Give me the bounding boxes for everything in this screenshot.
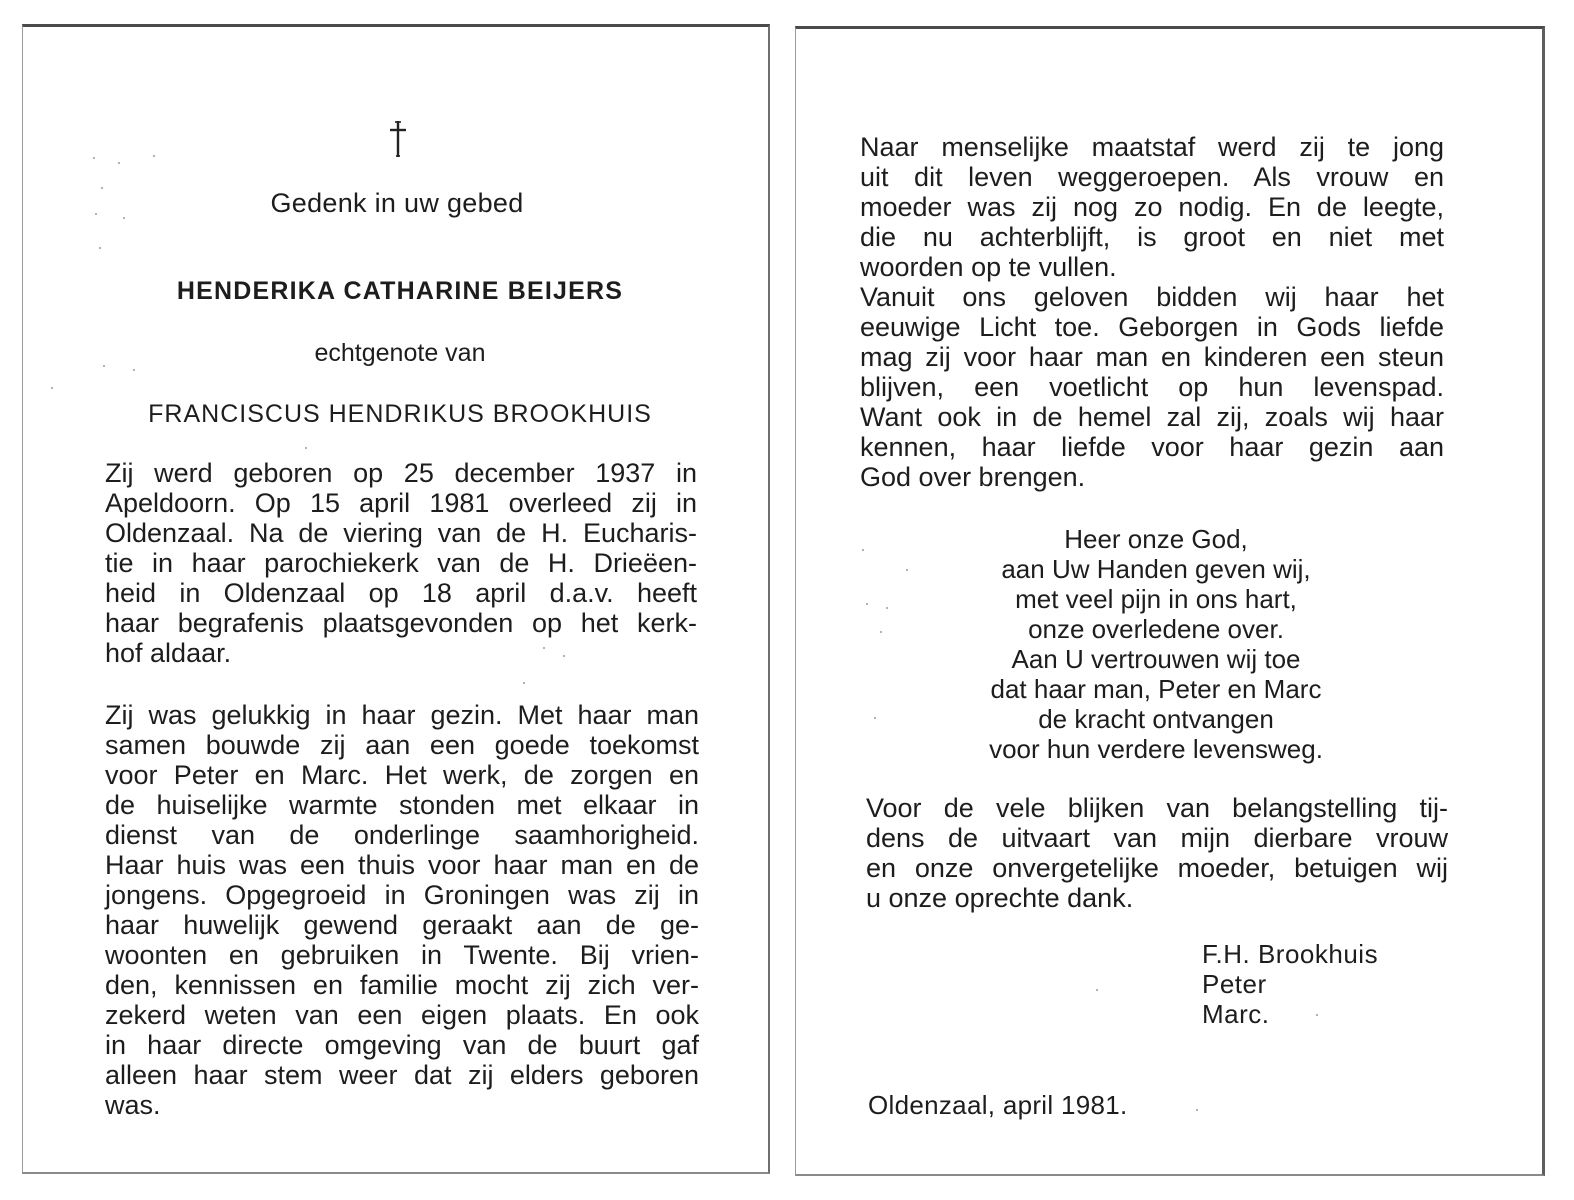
spouse-name: FRANCISCUS HENDRIKUS BROOKHUIS — [148, 400, 652, 428]
prayer-line: Aan U vertrouwen wij toe — [1011, 644, 1301, 674]
signers-block — [1202, 939, 1378, 1029]
prayer-line: Heer onze God, — [1064, 524, 1248, 554]
reflection-line: blijven, een voetlicht op hun levenspad. — [860, 372, 1444, 402]
family-line: den, kennissen en familie mocht zij zich ver- — [105, 970, 699, 1000]
reflection-line: Want ook in de hemel zal zij, zoals wij haar — [860, 402, 1444, 432]
thanks-line: en onze onvergetelijke moeder, betuigen wij — [866, 853, 1448, 883]
prayer-line: aan Uw Handen geven wij, — [1001, 554, 1311, 584]
prayer-line: dat haar man, Peter en Marc — [990, 674, 1322, 704]
spouse-relation: echtgenote van — [314, 339, 486, 367]
reflection-line: mag zij voor haar man en kinderen een steun — [860, 342, 1444, 372]
reflection-line: uit dit leven weggeroepen. Als vrouw en — [860, 162, 1444, 192]
biography-line: heid in Oldenzaal op 18 april d.a.v. heeft — [105, 578, 697, 608]
family-line: samen bouwde zij aan een goede toekomst — [105, 730, 699, 760]
biography-line: Apeldoorn. Op 15 april 1981 overleed zij in — [105, 488, 697, 518]
thanks-line: u onze oprechte dank. — [866, 883, 1134, 913]
thanks-line: Voor de vele blijken van belangstelling tij- — [866, 793, 1448, 823]
memorial-card-back — [795, 26, 1545, 1176]
prayer-line: voor hun verdere levensweg. — [989, 734, 1323, 764]
biography-line: hof aldaar. — [105, 638, 232, 668]
family-line: de huiselijke warmte stonden met elkaar in — [105, 790, 699, 820]
family-line: dienst van de onderlinge saamhorigheid. — [105, 820, 699, 850]
deceased-name: HENDERIKA CATHARINE BEIJERS — [176, 277, 624, 305]
thanks-line: dens de uitvaart van mijn dierbare vrouw — [866, 823, 1448, 853]
signer-name: F.H. Brookhuis — [1202, 939, 1379, 969]
cross-icon — [383, 119, 413, 159]
prayer-line: met veel pijn in ons hart, — [1015, 584, 1297, 614]
place-date: Oldenzaal, april 1981. — [868, 1090, 1128, 1120]
signer-name: Marc. — [1202, 999, 1270, 1029]
family-line: was. — [105, 1090, 161, 1120]
biography-line: haar begrafenis plaatsgevonden op het kerk- — [105, 608, 697, 638]
biography-line: Oldenzaal. Na de viering van de H. Eucharis- — [105, 518, 697, 548]
prayer-line: onze overledene over. — [1028, 614, 1284, 644]
biography-line: Zij werd geboren op 25 december 1937 in — [105, 458, 697, 488]
reflection-line: God over brengen. — [860, 462, 1086, 492]
gedenk-heading: Gedenk in uw gebed — [270, 188, 524, 218]
family-line: in haar directe omgeving van de buurt gaf — [105, 1030, 699, 1060]
family-line: jongens. Opgegroeid in Groningen was zij in — [105, 880, 699, 910]
thanks-paragraph — [866, 793, 1448, 913]
reflection-line: moeder was zij nog zo nodig. En de leegte, — [860, 192, 1444, 222]
reflection-line: Naar menselijke maatstaf werd zij te jong — [860, 132, 1444, 162]
reflection-line: die nu achterblijft, is groot en niet met — [860, 222, 1444, 252]
biography-line: tie in haar parochiekerk van de H. Drieëen- — [105, 548, 697, 578]
prayer-line: de kracht ontvangen — [1038, 704, 1274, 734]
reflection-line: Vanuit ons geloven bidden wij haar het — [860, 282, 1444, 312]
family-line: Zij was gelukkig in haar gezin. Met haar man — [105, 700, 699, 730]
reflection-line: eeuwige Licht toe. Geborgen in Gods liefde — [860, 312, 1444, 342]
family-paragraph — [105, 700, 699, 1120]
signer-name: Peter — [1202, 969, 1267, 999]
family-line: alleen haar stem weer dat zij elders geboren — [105, 1060, 699, 1090]
reflection-paragraph — [860, 132, 1444, 492]
family-line: voor Peter en Marc. Het werk, de zorgen en — [105, 760, 699, 790]
reflection-line: woorden op te vullen. — [860, 252, 1117, 282]
prayer-verse — [796, 524, 1516, 764]
family-line: zekerd weten van een eigen plaats. En ook — [105, 1000, 699, 1030]
reflection-line: kennen, haar liefde voor haar gezin aan — [860, 432, 1444, 462]
memorial-card-front — [22, 24, 770, 1174]
family-line: haar huwelijk gewend geraakt aan de ge- — [105, 910, 699, 940]
family-line: woonten en gebruiken in Twente. Bij vrien- — [105, 940, 699, 970]
biography-paragraph — [105, 458, 697, 668]
family-line: Haar huis was een thuis voor haar man en de — [105, 850, 699, 880]
